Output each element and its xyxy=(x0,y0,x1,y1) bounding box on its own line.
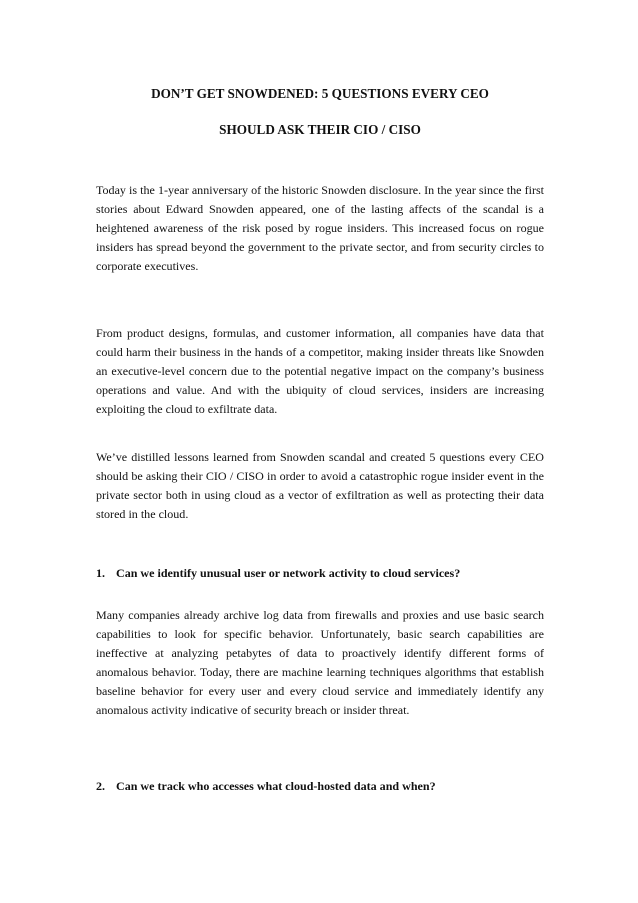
question-1-answer: Many companies already archive log data from firewalls and proxies and use basic search capabilities to look for specific behavior. Unfortunately, basic search capabilities are ineffective at analyzing petabytes of data to proactively identify different forms of anomalous behavior. Today, there are machine learning techniques algorithms that establish baseline behavior for every user and every cloud service and immediately identify any anomalous activity indicative of security breach or insider threat. xyxy=(96,608,544,718)
paragraph-intro: Today is the 1-year anniversary of the historic Snowden disclosure. In the year since the first stories about Edward Snowden appeared, one of the lasting affects of the scandal is a heightened awareness of the risk posed by rogue insiders. This increased focus on rogue insiders has spread beyond the government to the private sector, and from security circles to corporate executives. xyxy=(96,183,544,274)
question-2-number: 2. xyxy=(96,779,106,793)
question-2-text: Can we track who accesses what cloud-hosted data and when? xyxy=(116,779,436,793)
question-2 xyxy=(96,778,544,794)
paragraph-lessons: We’ve distilled lessons learned from Snowden scandal and created 5 questions every CEO should be asking their CIO / CISO in order to avoid a catastrophic rogue insider event in the private sector both in using cloud as a vector of exfiltration as well as protecting their data stored in the cloud. xyxy=(96,450,544,522)
question-1 xyxy=(96,565,544,581)
question-1-text: Can we identify unusual user or network activity to cloud services? xyxy=(116,566,461,580)
document-title-line-1: DON’T GET SNOWDENED: 5 QUESTIONS EVERY CEO xyxy=(151,86,489,101)
paragraph-insider-threat: From product designs, formulas, and customer information, all companies have data that could harm their business in the hands of a competitor, making insider threats like Snowden an executive-level concern due to the potential negative impact on the company’s business operations and value. And with the ubiquity of cloud services, insiders are increasing exploiting the cloud to exfiltrate data. xyxy=(96,326,544,417)
question-1-number: 1. xyxy=(96,566,106,580)
document-title-line-2: SHOULD ASK THEIR CIO / CISO xyxy=(219,122,421,137)
